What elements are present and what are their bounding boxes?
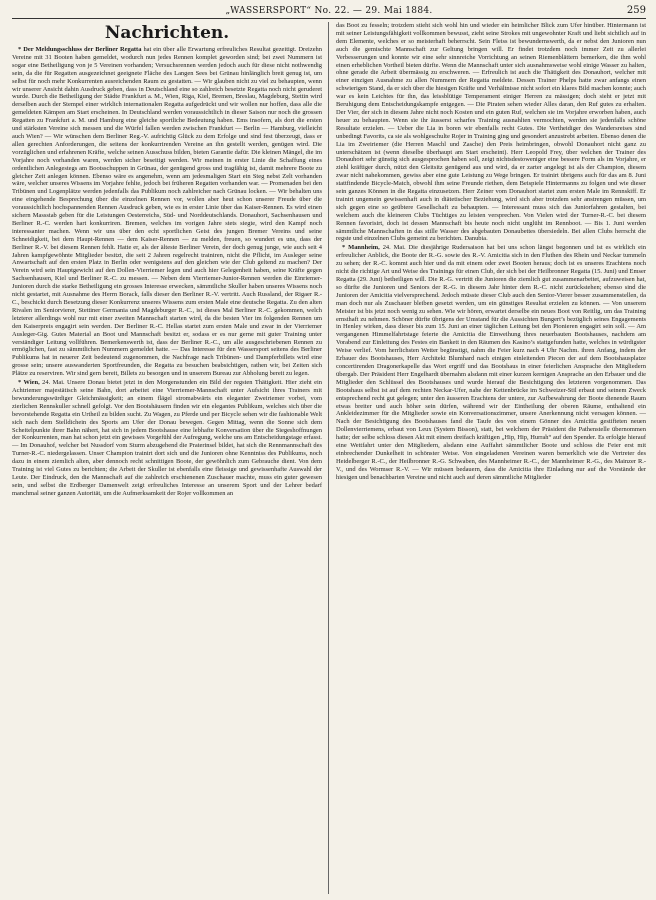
section-title: Nachrichten. bbox=[104, 23, 230, 43]
article-wien bbox=[12, 379, 322, 498]
running-header bbox=[12, 4, 646, 19]
text-columns bbox=[12, 22, 646, 894]
article-lead: * Mannheim, bbox=[342, 244, 380, 252]
article-body: hat ein über alle Erwartung erfreuliches Resultat gezeitigt. Dreizehn Vereine mit 31 Booten haben gemeldet, wodurch nun jedes Rennen komplet geworden sind; bei zwei Nummern ist sogar eine Betheiligung von je 5 Vereinen vorhanden; Versuchsrennen werden jedoch auch für diese nicht nothwendig sein, da die für Regatten ausgezeichnet geeignete Fläche des Langen Sees bei Grünau hinlänglich breit genug ist, um selbst für noch mehr Konkurrenten ausreichenden Raum zu gestatten. — Wir glauben nicht zu viel zu behaupten, wenn wir unserer Ansicht dahin Ausdruck geben, dass in Deutschland eine so zahlreich besetzte Regatta noch nicht geruderet wurde. Durch die Betheiligung der Städte Frankfurt a. M., Wien, Riga, Kiel, Bremen, Breslau, Magdeburg, Stettin wird derselben auch der Stempel einer wirklich internationalen Regatta aufgedrückt und wir wollen nur hoffen, dass alle die gemeldeten Kämpen am Start erscheinen. In Deutschland werden voraussichtlich in dieser Saison nur noch die grossen Regatten zu Frankfurt a. M. und Hamburg eine gleiche sportliche Bedeutung haben. Ems insofern, als dort die ersten und stärksten Vereine sich messen und die Würfel fallen werden zwischen Frankfurt — Berlin — Hamburg, vielleicht auch Wien? — Wir wünschen dem Berliner Reg.-V. aufrichtig Glück zu dem Erfolge und sind fest überzeugt, dass er allen gerechten Anforderungen, die seitens der konkurrirenden Vereine an ihn gestellt werden, genügen wird. Die vorzüglichen und erfahrenen Kräfte, welche seinen Ausschuss bilden, bieten Garantie dafür. Die kleinen Mängel, die im Vorjahre noch vorhanden waren, werden sicher beseitigt werden. Wir meinen in erster Linie die Schaffung eines ordentlichen Anlegestegs am Bootsschuppen in Grünau, der genügend gross und tragfähig ist, damit mehrere Boote zu gleicher Zeit anlegen können. Ebenso wäre es angenehm, wenn am jedesmaligen Start ein Steg nebst Zelt vorhanden wäre, welcher unseres Wissens im Vorjahre fehlte, jedoch bei früheren Regatten vorhanden war. — Promenaden bei den Tribünen und Logenplätze werden jedenfalls das Publikum noch zahlreicher nach Grünau locken. — Wir behalten uns eine eingehende Besprechung über die einzelnen Rennen vor, wollen aber heut schon unserer Freude über die voraussichtlich hochspannenden Rennen Ausdruck geben, wie es in erster Linie über das Kaiser-Rennen. Es wird einen sichern Massstab geben für die Leistungen Oesterreichs, Süd- und Norddeutschlands. Donauhort, Sachsenhausen und Berliner R.-C. werden hart konkurriren. Bremen, welches im vorigen Jahre stets siegte, wird den Kampf noch interessanter machen. Wenn wir uns über den echt sportlichen Geist des jungen Bremer Vereins und seine Schneidigkeit, bei dem Haupt-Rennen — dem Kaiser-Rennen — zu melden, freuen, so wundert es uns, dass der Berliner R.-V. bei diesem Rennen fehlt. Hatte er, als der älteste Berliner Verein, der doch genug junge, wie auch seit 4 Jahren kampfgewöhnte Mitglieder besitzt, die seit 2 Jahren regelrecht trainiren, nicht die Pflicht, im Ausleger seine Anwartschaft auf den ersten Platz in Berlin oder wenigstens auf den gleichen wie der Club geltend zu machen? Der Verein wird sein Hauptgewicht auf den Dollen-Vierriemer legen und auch hier Gelegenheit haben, seine Kräfte gegen Sachsenhausen, Kiel und Berliner R.-C. zu messen. — Neben dem Vierriemer-Junior-Rennen werden die Einriemer-Junioren durch die starke Betheiligung ein grosses Interesse erwecken, sämmtliche Skuller haben unseres Wissens noch nicht gestartet, mit Ausnahme des Herrn Borack, falls dieser den Berliner R.-V. vertritt. Auch Russland, der Rigaer R.-C., beschickt durch Besetzung dieser Konkurrenz unseres Wissens zum ersten Male eine deutsche Regatta. Zu den alten Rivalen im Seniorvierer, Stettiner Germania und Magdeburger R.-C., ist dieses Mal Berliner R.-C. gekommen, welch letzterer allerdings wohl nur mit einer zweiten Mannschaft starten wird, da die besten Vier im folgenden Rennen um den Kaiserpreis engagirt sein werden. Der Berliner R.-C. Hellas startet zum ersten Male und zwar in der Vierriemer Ausleger-Gig. Gutes Material an Boot und Mannschaft besitzt er, sodass er es nur gerne mit guter Training unter verständiger Leitung vollführen. Bemerkenswerth ist, dass der Berliner R.-C., um alle ausgeschriebenen Rennen zu ermöglichen, fast zu sämmtlichen Nummern gemeldet hatte. — Das Interesse für den Wassersport seitens des Berliner Publikums hat in neuerer Zeit bedeutend zugenommen, die Nachfrage nach Tribünen- und Dampferbillets wird eine grosse sein; unsere auswanderten Sportfreunden, die Regatta zu besuchen beabsichtigen, rathen wir, bei Zeiten sich Plätze zu reserviren. Wir sind gern bereit, Billets zu besorgen und in unserem Bureau zur Abholung bereit zu legen. bbox=[12, 46, 322, 378]
right-column bbox=[336, 22, 646, 894]
journal-title: „WASSERSPORT“ No. 22. — 29. Mai 1884. bbox=[225, 6, 433, 16]
article-body: das Boot zu fesseln; trotzdem stieht sich wohl hin und wieder ein heimlicher Blick zum Ufer hinüber. Hintermann ist mit seiner Leistungsfähigkeit vollkommen bewusst, zieht seine Strokes mit ungewohnter Kraft und liebt sichtlich auf in dem Elemente, welches er so meisterhaft beherrscht. Sein Fleiss ist bewundernswerth, da er nebst den Junioren nun auch die gemischte Mannschaft zur Geltung bringen will. Er findet trotzdem noch immer Zeit zu allerlei Verbesserungen und konnte wir eine sehr sinnreiche Vorrichtung an seinen Riemenblättern bemerken, die ihm wohl einen erheblichen Vortheil bieten dürfte. Wenn die Mannschaft unter sich ausnahmsweise wohl einige Wasser zu halten, ohne gerade die Arbeit übermässig zu erschweren. — Erfreulich ist auch die Thätigkeit des Donauhort, welcher mit einer einzigen Ausnahme zu allen Nummern der Regatta meldete. Dessen Trainer Phelps hatte zwar anfangs einen schwierigen Stand, da er sich über die hiesigen Kräfte und Verhältnisse nicht sofort ein klares Bild machen konnte; auch war es kein Leichtes für ihn, das leissblütige Temperament einiger Herren zu mässigen; doch sieht er jetzt mit Beruhigung dem Entscheidungskampfe entgegen. — Die Piraten sehen wieder Alles daran, den Ruf gutes zu erhalten. Der Vier, der sich in diesem Jahre nicht noch Kosten und ein guten Ruf, welchen sie im Vorjahre erworben haben, auch heuer zu behaupten. Wenn sie ihr äusserst scharfes Training ausnahlten vermochten, werden sie jedenfalls schöne Resultate erzielen. — Ueber die Lia in boren wir ebenfalls recht Gutes. Die Vertheidiger des Wandersreises sind unbedingt Favorits, ca sie als wohlgeschulte Rojer in Training ging und gesondert anzustrebt arbeiten. Ebenso denen die Lia im Zweiriemer (die Herren Maschl und Zasche) den Preis heimbringen, obwohl Donauhort nicht ganz zu unterschätzen ist (wenn dieselbe überhaupt am Start erscheint). Herr Leopold Frey, über welchen der Trainer des Donauhort sehr günstig sich ausgesprochen haben soll, zeigt nichtsdestoweniger eine bessere Form als im Vorjahre, er ziehl kräftiger durch, nützt den Gleitsitz genügend aus und wird, da er zarter angelegt ist als der Champion, diesem zwar nicht nahekommen, gewiss aber eine gute Leistung zu Wege bringen. Er trainirt übrigens auch für das am 8. Juni stattfindende Bicycle-Match, obwohl ihm seine Freunde riethen, dem Beispiele Hintermanns zu folgen und wie dieser sein ganzes Können in die Regatta einzusetzen. Herr Zeiner vom Donauhort startet zum ersten Male im Rennskiff. Er trainirt ungemein gewissenhaft auch in diätetischer Beziehung, wird sich aber trotzdem sehr anstrengen müssen, um sich gegen eine so geübtere Gesellschaft zu behaupten. — Interessant muss sich das Juniorfahren gestalten, bei welchem auch die kleineren Clubs Tüchtiges zu leisten versprechen. Von Vielen wird der Turner-R.-C. bei diesem Rennen favorisirt, doch ist dessen Mannschaft bis heute noch nicht unglüht im Rennboot. — Bis 1. Juni werden sämmtliche Mannschaften in das stille Wasser des abgebauten Donaubettes übersiedeln. Bei allen Clubs herrscht die regste und einzelnen Clubs gemeint zu berichten. Danubia. bbox=[336, 22, 646, 243]
article-body: 24. Mai. Die diesjährige Rudersaison hat bei uns schon längst begonnen und ist es wirklich ein erfreulicher Anblick, die Boote der R.-G. sowie des R.-V. Amicitia sich in den Fluthen des Rhein und Neckar tummeln zu sehen; der R.-C. kommt auch hier und da mit einem oder zwei Booten heraus; doch ist es unseres Erachtens noch nicht die richtige Art und Weise des Trainings für einen Club, der sich bei der Heilbronner Regatta (15. Juni) und Emser Regatta (29. Juni) betheiligen will. Die R.-G. vertritt die Junioren die ziemlich gut zusammenarbeitet, aufzuweisen hat, so dürfte die Junioren und Seniors der R.-G. in diesem Jahr hinter dem R.-C. nicht zurückstehen; ebenso sind die Junioren der Amicitia vielversprechend. Jedoch müsste dieser Club auch den Senior-Vierer besser zusammenstellen, da man doch nur als Zuschauer bleiben gesetzt werden, um ein günstiges Resultat erzielen zu können. — Von unserem Meister ist bis jetzt noch wenig zu sehen. Wie wir hören, erwartet derselbe ein neues Boot von Reitlig, um das Training ernsthaft zu nehmen. Schöner dürfte übrigens der Umstand für die Aussichten Bungert’s bezüglich seines Engagements in Henley wirken, dass dieser bis zum 15. Juni an einer täglichen Leitung bei den Pionieren engagirt sein soll. — Am vergangenen Himmelfahrtstage feierte die Amicitia die Einweihung ihres neuerbauten Bootshauses, nachdem am Vorabend zur Einleitung des Festes ein Bankett in den Räumen des Kasino’s stattgefunden hatte, welches in würdigster Weise verlief. Vom herrlichsten Wetter begünstigt, nahm die Feier kurz nach 4 Uhr Nachm. ihren Anfang, indem der Erbauer des Bootshauses, Herr Architekt Blumhard nach einigen einleitenden Piecen der auf dem Bootshausplatze concertirenden Dragonerkapelle das Wort ergriff und das Bootshaus in einer feierlichen Ansprache den Mitgliedern übergab. Der Präsident Herr Engelhardt übernahm alsdann mit einer kurzen kernigen Ansprache an den Erbauer und die Mitglieder den Schlüssel des Bootshauses und wurde hierauf die Besichtigung des letzteren vorgenommen. Das Bootshaus selbst ist auf dem rechten Neckar-Ufer, nahe der Kettenbrücke im Schweizer-Stil erbaut und seinem Zweck entsprechend recht gut gelegen; unter den äusseren Erachtens der untere, zur Aufbewahrung der Boote dienende Raum etwas breiter und auch höher sein dürfen, während wir der Eintheilung der oberen Räume, enthaltend ein Ankleidezimmer für die Mitglieder sowie ein Konversationszimmer, unsere Anerkennung nicht versagen können. — Nach der Besichtigung des Bootshauses fand die Taufe des von einem Gönner des Amicitia gestifteten neuen Dollenvierriemens, erbaut von Leux (System Bisson), statt, bei welchem der Präsident die Pathenstelle übernommen hatte; der selbe schloss diesen Akt mit einem dreifach kräftigen „Hip, Hip, Hurrah“ auf den Spender. Es erfolgte hierauf eine Wettfahrt unter den Mitgliedern, alsdann eine Auffahrt sämmtlicher Boote und schloss die Feier erst mit einbrechender Dunkelheit in schönster Weise. Von eingeladenen Vereinen waren bemerklich wie die Vertreter des Heidelberger R.-C., der Heilbronner R.-G. Schwaben, des Mannheimer R.-C., der Mannheimer R.-G., des Mainzer R.-V., und des Wormser R.-V. — Wir müssen bedauern, dass die Amicitia ihre Einladung nur auf die Vorstände der hiesigen und benachbarten Vereine und nicht auch auf deren sämmtliche Mitglieder bbox=[336, 244, 646, 481]
article-mannheim bbox=[336, 244, 646, 481]
article-body: 24. Mai. Unsere Donau bietet jetzt in den Morgenstunden ein Bild der regsten Thätigkeit. Hier zieht ein Achtriemer majestätisch seine Bahn, dort arbeitet eine Vierriemer-Mannschaft unter Aufsicht ihres Trainers mit bewunderungswürdiger Gleichmässigkeit; an einem flägel stromabwärts ein eleganter Zweiriemer vorbei, vom zierlichen Rennskuller schnell gefolgt. Vor den Bootshäusern finden wir ein elegantes Publikum, welches sich über die bevorstehende Regatta ein Urtheil zu bilden sucht. Zu Wagen, zu Pferde und per Bicycle sehen wir die fashionable Welt sich nach dem Stelldichein des Sports am Ufer der Donau bewegen. Gegen Mittag, wenn die Sonne sich dem Scheitelpunkte ihrer Bahn nähert, hat sich in jedem Bootshause eine lebhafte Konversation über die Siegeshoffnungen der Konkurrenten, man hat schon jetzt ein gewisses Vorgefühl der Aufregung, welche uns am Entscheidungstage erfasst. — Im Donauhof, welcher bei Nussdorf vom Sturm abzugehend die Praterinsel bildet, hat sich die Rennmannschaft des Turner-R.-C. niedergelassen. Unser Champion trainirt dort sich und die Junioren ohne Kenntniss des Publikums, noch dazu in einem ziemlich alten, aber dennoch recht schnittigen Boote, der gewöhnlich zum Gebrauche dient. Von dem Training ist viel Gutes zu berichten; die Arbeit der Skuller ist ebenfalls eine fleissige und gewissenhafte Auswahl der Leute. Der Eindruck, den die Mannschaft auf die zahlreich erschienenen Zuschauer machte, muss ein guter gewesen sein, und selbst die Erdberger Damenwelt zeigt erfreuliches Interesse an unserem Sport und der Lehrer bedarf manchmal seiner ganzen Autorität, um die Aufmerksamkeit der Rojer vollkommen an bbox=[12, 379, 323, 497]
page-number: 259 bbox=[626, 5, 646, 16]
article-berlin-regatta bbox=[12, 46, 322, 378]
left-column bbox=[12, 22, 329, 894]
article-wien-continued bbox=[336, 22, 646, 243]
article-lead: * Der Meldungsschluss der Berliner Regatta bbox=[18, 46, 142, 53]
article-lead: * Wien, bbox=[18, 379, 40, 387]
